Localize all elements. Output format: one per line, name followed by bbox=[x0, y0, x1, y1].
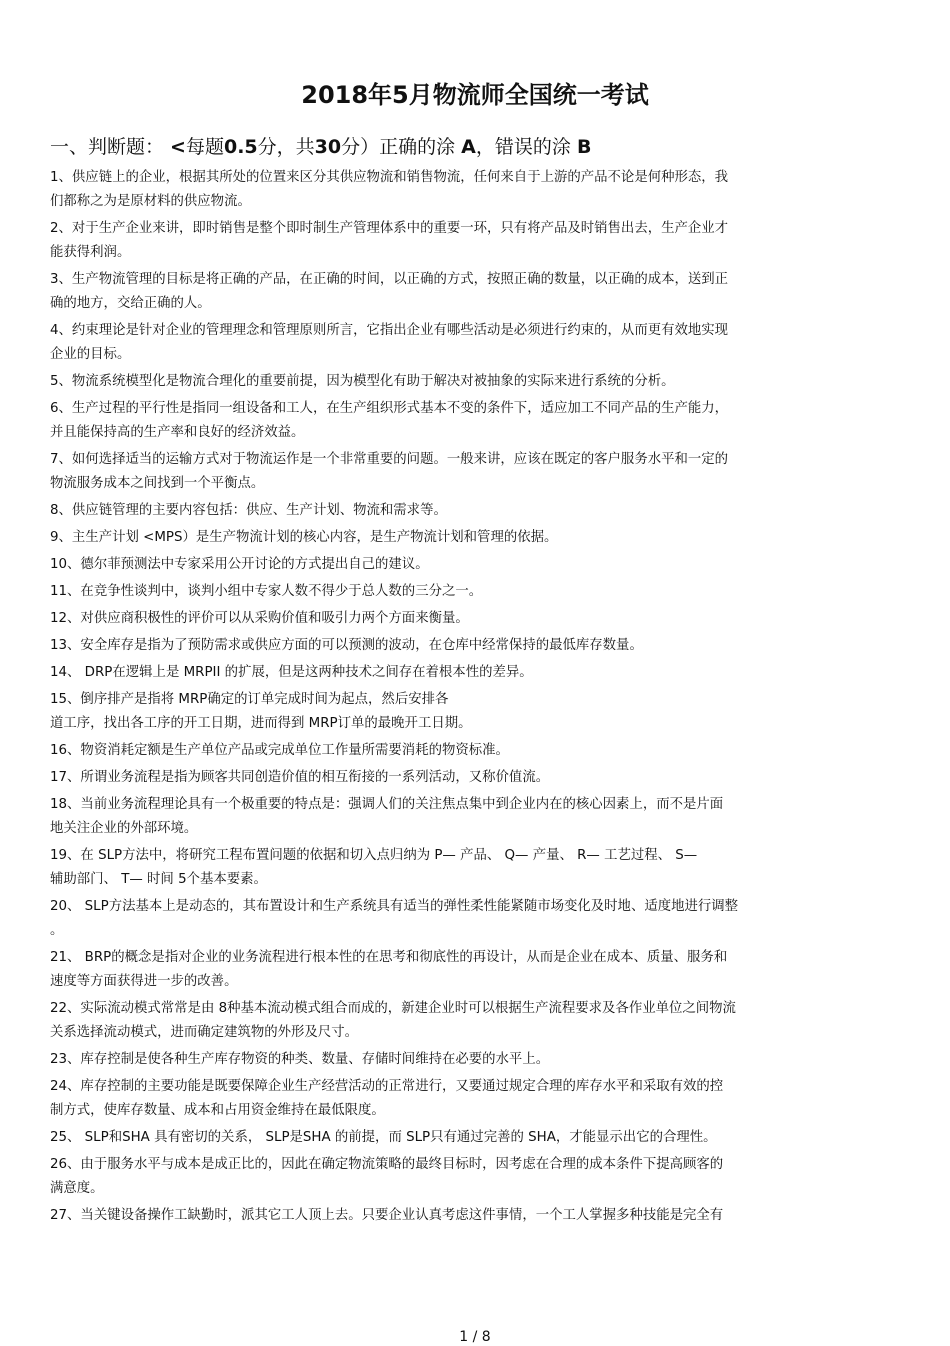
section-a: A bbox=[461, 136, 476, 158]
question-line: 2、对于生产企业来讲，即时销售是整个即时制生产管理体系中的重要一环，只有将产品及时销售出去，生产企业才 bbox=[50, 221, 729, 236]
question-line: 关系选择流动模式，进而确定建筑物的外形及尺寸。 bbox=[50, 1025, 358, 1040]
section-text4: ，错误的涂 bbox=[475, 136, 577, 158]
question-line: 23、库存控制是使各种生产库存物资的种类、数量、存储时间维持在必要的水平上。 bbox=[50, 1052, 550, 1067]
question-line: 14、 DRP在逻辑上是 MRPII 的扩展，但是这两种技术之间存在着根本性的差异。 bbox=[50, 665, 533, 680]
question-line: 辅助部门、 T— 时间 5个基本要素。 bbox=[50, 872, 267, 887]
question-line: 5、物流系统模型化是物流合理化的重要前提，因为模型化有助于解决对被抽象的实际来进行系统的分析。 bbox=[50, 374, 675, 389]
question-item bbox=[50, 844, 840, 892]
question-line: 速度等方面获得进一步的改善。 bbox=[50, 974, 238, 989]
question-line: 10、德尔菲预测法中专家采用公开讨论的方式提出自己的建议。 bbox=[50, 557, 429, 572]
question-line: 物流服务成本之间找到一个平衡点。 bbox=[50, 476, 265, 491]
section-text1: 每题 bbox=[185, 136, 224, 158]
question-item bbox=[50, 580, 840, 604]
question-item bbox=[50, 895, 840, 943]
question-item bbox=[50, 1153, 840, 1201]
question-item bbox=[50, 739, 840, 763]
section-b: B bbox=[576, 136, 592, 158]
page-number: 1 / 8 bbox=[459, 1329, 491, 1345]
question-line: 确的地方，交给正确的人。 bbox=[50, 296, 211, 311]
question-line: 3、生产物流管理的目标是将正确的产品，在正确的时间，以正确的方式，按照正确的数量，以正确的成本，送到正 bbox=[50, 272, 729, 287]
question-line: 能获得利润。 bbox=[50, 245, 131, 260]
question-item bbox=[50, 526, 840, 550]
question-line: 17、所谓业务流程是指为顾客共同创造价值的相互衔接的一系列活动，又称价值流。 bbox=[50, 770, 550, 785]
question-item bbox=[50, 766, 840, 790]
question-item bbox=[50, 499, 840, 523]
question-line: 11、在竞争性谈判中，谈判小组中专家人数不得少于总人数的三分之一。 bbox=[50, 584, 483, 599]
question-item bbox=[50, 217, 840, 265]
question-line: 4、约束理论是针对企业的管理理念和管理原则所言，它指出企业有哪些活动是必须进行约束的，从而更有效地实现 bbox=[50, 323, 729, 338]
question-item bbox=[50, 1204, 840, 1228]
question-line: 16、物资消耗定额是生产单位产品或完成单位工作量所需要消耗的物资标准。 bbox=[50, 743, 509, 758]
section-score: 0.5 bbox=[223, 136, 258, 158]
question-line: 15、倒序排产是指将 MRP确定的订单完成时间为起点，然后安排各 bbox=[50, 692, 449, 707]
question-line: 企业的目标。 bbox=[50, 347, 131, 362]
question-line: 21、 BRP的概念是指对企业的业务流程进行根本性的在思考和彻底性的再设计，从而是企业在成本、质量、服务和 bbox=[50, 950, 728, 965]
question-line: 20、 SLP方法基本上是动态的，其布置设计和生产系统具有适当的弹性柔性能紧随市场变化及时地、适度地进行调整 bbox=[50, 899, 739, 914]
question-item bbox=[50, 607, 840, 631]
question-item bbox=[50, 370, 840, 394]
question-line: 6、生产过程的平行性是指同一组设备和工人，在生产组织形式基本不变的条件下，适应加工不同产品的生产能力， bbox=[50, 401, 729, 416]
question-line: 满意度。 bbox=[50, 1181, 104, 1196]
question-line: 并且能保持高的生产率和良好的经济效益。 bbox=[50, 425, 305, 440]
question-item bbox=[50, 553, 840, 577]
question-line: 地关注企业的外部环境。 bbox=[50, 821, 198, 836]
question-line: 制方式，使库存数量、成本和占用资金维持在最低限度。 bbox=[50, 1103, 385, 1118]
question-item bbox=[50, 661, 840, 685]
question-line: 22、实际流动模式常常是由 8种基本流动模式组合而成的，新建企业时可以根据生产流程要求及各作业单位之间物流 bbox=[50, 1001, 736, 1016]
question-item bbox=[50, 688, 840, 736]
question-item bbox=[50, 166, 840, 214]
section-lt: < bbox=[170, 136, 186, 158]
question-line: 27、当关键设备操作工缺勤时，派其它工人顶上去。只要企业认真考虑这件事情，一个工人掌握多种技能是完全有 bbox=[50, 1208, 724, 1223]
question-line: 13、安全库存是指为了预防需求或供应方面的可以预测的波动，在仓库中经常保持的最低库存数量。 bbox=[50, 638, 643, 653]
question-item bbox=[50, 1126, 840, 1150]
question-line: 道工序，找出各工序的开工日期，进而得到 MRP订单的最晚开工日期。 bbox=[50, 716, 472, 731]
question-line: 18、当前业务流程理论具有一个极重要的特点是：强调人们的关注焦点集中到企业内在的核心因素上，而不是片面 bbox=[50, 797, 724, 812]
question-line: 26、由于服务水平与成本是成正比的，因此在确定物流策略的最终目标时，因考虑在合理的成本条件下提高顾客的 bbox=[50, 1157, 724, 1172]
section-header bbox=[50, 132, 910, 162]
section-total: 30 bbox=[314, 136, 342, 158]
question-list bbox=[50, 166, 840, 1231]
question-line: 12、对供应商积极性的评价可以从采购价值和吸引力两个方面来衡量。 bbox=[50, 611, 469, 626]
question-item bbox=[50, 997, 840, 1045]
question-line: 1、供应链上的企业，根据其所处的位置来区分其供应物流和销售物流，任何来自于上游的产品不论是何种形态，我 bbox=[50, 170, 729, 185]
question-line: 9、主生产计划 <MPS）是生产物流计划的核心内容，是生产物流计划和管理的依据。 bbox=[50, 530, 558, 545]
section-prefix: 一、判断题： bbox=[50, 136, 171, 158]
question-item bbox=[50, 448, 840, 496]
question-line: 。 bbox=[50, 923, 64, 938]
question-line: 7、如何选择适当的运输方式对于物流运作是一个非常重要的问题。一般来讲，应该在既定的客户服务水平和一定的 bbox=[50, 452, 729, 467]
question-line: 25、 SLP和SHA 具有密切的关系， SLP是SHA 的前提，而 SLP只有通过完善的 SHA，才能显示出它的合理性。 bbox=[50, 1130, 717, 1145]
section-text2: 分，共 bbox=[257, 136, 315, 158]
question-item bbox=[50, 268, 840, 316]
question-item bbox=[50, 397, 840, 445]
question-item bbox=[50, 946, 840, 994]
question-line: 24、库存控制的主要功能是既要保障企业生产经营活动的正常进行，又要通过规定合理的库存水平和采取有效的控 bbox=[50, 1079, 724, 1094]
question-item bbox=[50, 1075, 840, 1123]
question-line: 8、供应链管理的主要内容包括：供应、生产计划、物流和需求等。 bbox=[50, 503, 447, 518]
question-item bbox=[50, 634, 840, 658]
question-line: 19、在 SLP方法中，将研究工程布置问题的依据和切入点归纳为 P— 产品、 Q— 产量、 R— 工艺过程、 S— bbox=[50, 848, 698, 863]
question-line: 们都称之为是原材料的供应物流。 bbox=[50, 194, 251, 209]
question-item bbox=[50, 793, 840, 841]
section-text3: 分）正确的涂 bbox=[341, 136, 462, 158]
document-title: 2018年5月物流师全国统一考试 bbox=[301, 81, 649, 109]
question-item bbox=[50, 1048, 840, 1072]
question-item bbox=[50, 319, 840, 367]
